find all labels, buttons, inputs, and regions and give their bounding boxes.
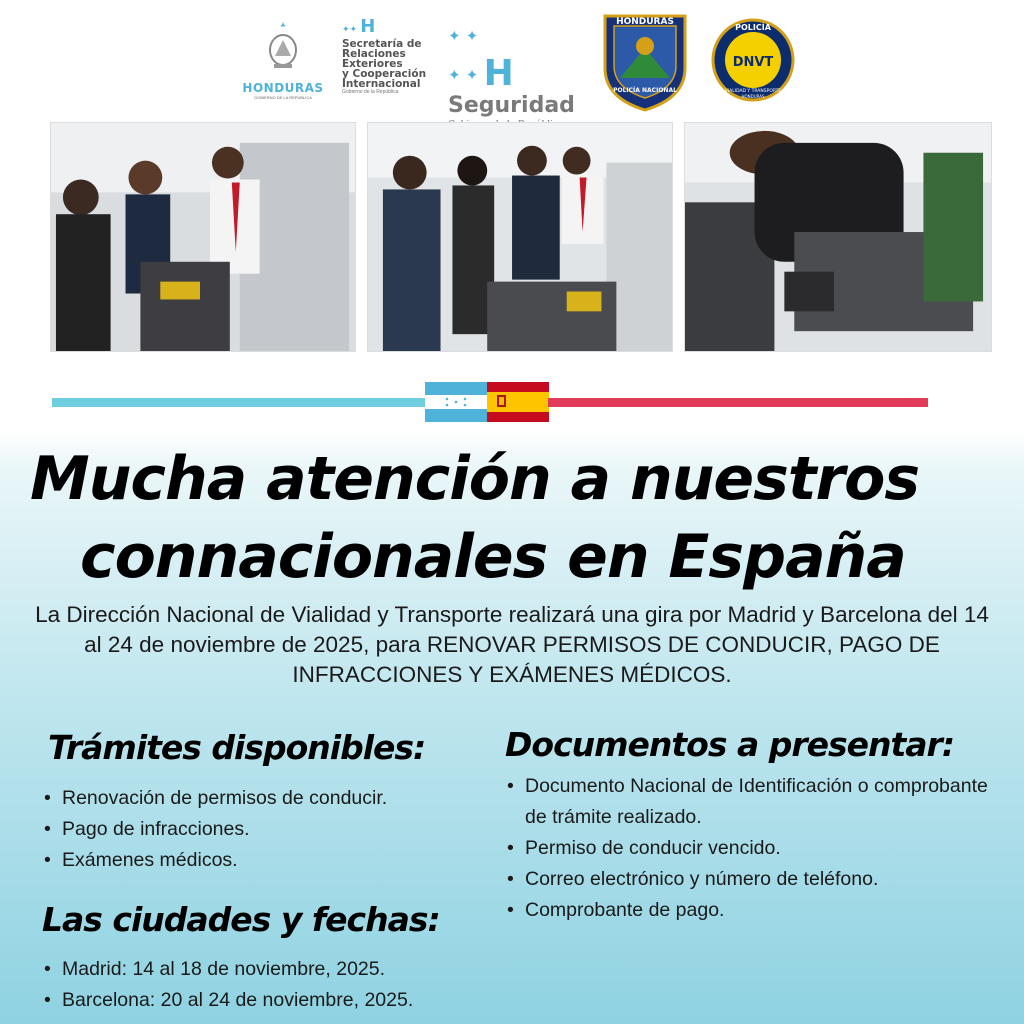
photo-office-printer: [50, 122, 356, 352]
list-item: • Renovación de permisos de conducir.: [44, 783, 464, 814]
honduras-name: HONDURAS: [242, 81, 324, 95]
documentos-list: [507, 771, 997, 926]
honduras-flag-icon: [425, 382, 487, 422]
honduras-subtitle: GOBIERNO DE LA REPÚBLICA: [254, 95, 312, 100]
headline-line-2: connacionales en España: [80, 522, 906, 592]
sre-line-5: Internacional: [342, 78, 421, 90]
logo-row: [0, 8, 1024, 118]
list-item: • Comprobante de pago.: [507, 895, 997, 926]
sre-tiny: Gobierno de la República: [342, 89, 399, 95]
list-item: • Madrid: 14 al 18 de noviembre, 2025.: [44, 954, 484, 985]
sre-line-1: Secretaría de: [342, 38, 422, 50]
tramites-list: [44, 783, 464, 876]
intro-paragraph: La Dirección Nacional de Vialidad y Transporte realizará una gira por Madrid y Barcelona del 14 al 24 de noviembre de 2025, para RENOVAR PERMISOS DE CONDUCIR, PAGO DE INFRACCIONES Y EXÁMENES MÉDICOS.: [35, 602, 989, 687]
divider-left-bar: [52, 398, 427, 407]
honduras-gov-logo: [238, 20, 328, 100]
sre-line-2: Relaciones: [342, 48, 406, 60]
dnvt-badge-icon: [710, 10, 796, 110]
ciudades-list: [44, 954, 484, 1016]
svg-text:DNVT: DNVT: [732, 55, 774, 70]
tramites-title: Trámites disponibles:: [48, 728, 426, 767]
seguridad-word: Seguridad: [448, 93, 575, 118]
svg-text:HONDURAS: HONDURAS: [616, 17, 674, 27]
photo-woman-printer: [684, 122, 992, 352]
svg-text:HONDURAS: HONDURAS: [741, 94, 765, 99]
divider-right-bar: [548, 398, 928, 407]
documentos-title: Documentos a presentar:: [505, 725, 955, 764]
coat-of-arms-icon: [264, 20, 302, 74]
headline-line-1: Mucha atención a nuestros: [30, 444, 920, 514]
sre-mark: ✦✦ H: [342, 16, 376, 37]
ciudades-title: Las ciudades y fechas:: [42, 900, 440, 939]
list-item: • Documento Nacional de Identificación o comprobante de trámite realizado.: [507, 771, 997, 833]
svg-text:POLICÍA: POLICÍA: [735, 23, 771, 32]
policia-nacional-badge-icon: [600, 8, 690, 112]
seguridad-logo: [448, 16, 593, 130]
list-item: • Barcelona: 20 al 24 de noviembre, 2025.: [44, 985, 484, 1016]
sre-line-4: y Cooperación: [342, 68, 427, 80]
list-item: • Pago de infracciones.: [44, 814, 464, 845]
list-item: • Exámenes médicos.: [44, 845, 464, 876]
headline: [0, 440, 1024, 596]
seguridad-mark: ✦ ✦ ✦ ✦ H: [448, 27, 514, 94]
sre-logo: [342, 18, 442, 95]
list-item: • Permiso de conducir vencido.: [507, 833, 997, 864]
photo-strip: [50, 122, 992, 352]
svg-text:POLICÍA NACIONAL: POLICÍA NACIONAL: [613, 87, 677, 94]
photo-group-counter: [367, 122, 673, 352]
flag-divider: [52, 382, 928, 422]
spain-flag-icon: [487, 382, 549, 422]
svg-text:VIALIDAD Y TRANSPORTE: VIALIDAD Y TRANSPORTE: [724, 89, 782, 94]
list-item: • Correo electrónico y número de teléfono.: [507, 864, 997, 895]
sre-line-3: Exteriores: [342, 58, 403, 70]
